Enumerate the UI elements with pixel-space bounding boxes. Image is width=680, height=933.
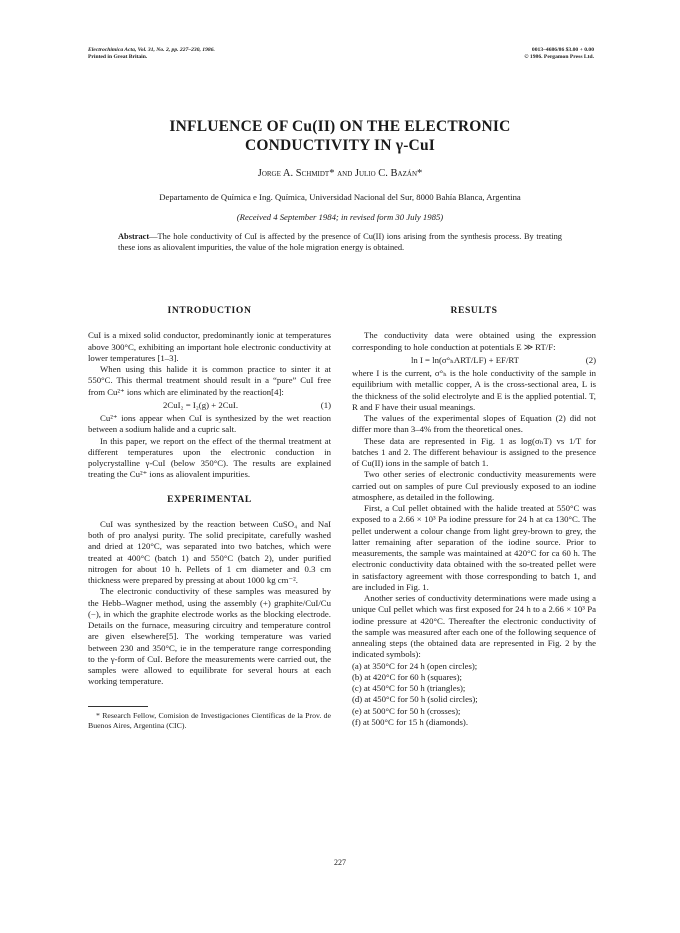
title-line-1: INFLUENCE OF Cu(II) ON THE ELECTRONIC xyxy=(169,118,511,135)
abstract-text: —The hole conductivity of CuI is affected by the presence of Cu(II) ions arising from the synthesis process. By treating these ions as aliovalent impurities, the value of the hole migration energy is obtained. xyxy=(118,232,562,252)
page-number: 227 xyxy=(334,858,346,867)
intro-paragraph-1: CuI is a mixed solid conductor, predominantly ionic at temperatures above 300°C, exhibiting an important hole electronic conductivity at lower temperatures [1–3]. xyxy=(88,330,331,363)
price-code: 0013–4686/86 $3.00 + 0.00 xyxy=(531,47,594,53)
intro-paragraph-2: When using this halide it is common practice to sinter it at 550°C. This thermal treatment should result in a “pure” CuI free from Cu²⁺ ions which are eliminated by the reaction[4]: xyxy=(88,364,331,397)
results-paragraph-5: Two other series of electronic conductivity measurements were carried out on samples of pure CuI previously exposed to an iodine atmosphere, as detailed in the following. xyxy=(352,469,596,502)
results-heading: RESULTS xyxy=(450,305,498,316)
equation-2-number: (2) xyxy=(585,354,596,365)
list-item: (c) at 450°C for 50 h (triangles); xyxy=(352,683,466,693)
affiliation: Departamento de Química e Ing. Química, Universidad Nacional del Sur, 8000 Bahía Blanca, Argentina xyxy=(159,192,521,202)
results-paragraph-3: The values of the experimental slopes of Equation (2) did not differ more than 3–4% from the theoretical ones. xyxy=(352,413,596,435)
experimental-paragraph-1: CuI was synthesized by the reaction between CuSO₄ and NaI both of pro analysi purity. The solid precipitate, carefully washed and dried at 120°C, was separated into two batches, which were treated at 400°C (batch 1) and 550°C (batch 2), under purified nitrogen for about 10 h. Pellets of 1 cm diameter and 0.3 cm thickness were prepared by pressing at about 1000 kg cm⁻². xyxy=(88,518,331,585)
footnote-rule xyxy=(88,706,148,707)
list-item: (d) at 450°C for 50 h (solid circles); xyxy=(352,694,478,705)
introduction-heading: INTRODUCTION xyxy=(167,305,252,316)
copyright-header xyxy=(524,47,594,61)
intro-paragraph-4: In this paper, we report on the effect of the thermal treatment at different temperatures upon the electronic conduction in polycrystalline γ-CuI (below 350°C). The results are explained treating the Cu²⁺ ions as aliovalent impurities. xyxy=(88,435,331,480)
authors: Jorge A. Schmidt* and Julio C. Bazán* xyxy=(257,168,423,179)
results-paragraph-7: Another series of conductivity determinations were made using a unique CuI pellet which was first exposed for 24 h to a 2.66 × 10³ Pa iodine pressure at 420°C. Thereafter the electronic conductivity of the sample was measured after each one of the following sequence of annealing steps (the obtained data are represented in Fig. 2 by the indicated symbols): xyxy=(352,593,596,660)
abstract-label: Abstract xyxy=(118,232,150,241)
list-item: (b) at 420°C for 60 h (squares); xyxy=(352,671,462,682)
footnote: * Research Fellow, Comision de Investigaciones Científicas de la Prov. de Buenos Aires, Argentina (CIC). xyxy=(88,710,331,730)
intro-paragraph-3: Cu²⁺ ions appear when CuI is synthesized by the wet reaction between a sodium halide and a cupric salt. xyxy=(88,413,331,435)
experimental-paragraph-2: The electronic conductivity of these samples was measured by the Hebb–Wagner method, using the assembly (+) graphite/CuI/Cu (−), in which the graphite electrode works as the blocking electrode. Details on the furnace, measuring circuitry and temperature control are given elsewhere[5]. The working temperature was varied between 230 and 350°C, ie in the temperature range corresponding to the γ-form of CuI. Before the measurements were carried out, the samples were allowed to equilibrate for several hours at each working temperature. xyxy=(88,586,331,687)
annealing-steps-list xyxy=(352,661,596,729)
equation-2-expression: ln I = ln(σ°ₕART/LF) + EF/RT xyxy=(410,354,520,365)
results-paragraph-6: First, a CuI pellet obtained with the halide treated at 550°C was exposed to a 2.66 × 10³ Pa iodine pressure for 24 h at ca 130°C. The pellet underwent a colour change from light grey-brown to grey, the latter remaining after separation of the iodine source. Prior to measurements, the sample was maintained at 420°C for ca 60 h. The electronic conductivity data obtained with the so-treated pellet were in satisfactory agreement with those corresponding to batch 1, and are included in Fig. 1. xyxy=(352,503,596,592)
equation-1-expression: 2CuI₂ = I₂(g) + 2CuI. xyxy=(162,399,239,410)
title-line-2: CONDUCTIVITY IN γ-CuI xyxy=(244,137,435,154)
left-column xyxy=(88,305,331,731)
equation-1 xyxy=(88,398,331,413)
abstract xyxy=(118,231,562,253)
journal-citation: Electrochimica Acta, Vol. 31, No. 2, pp. 227–230, 1986. xyxy=(88,47,215,53)
paper-title xyxy=(0,117,680,155)
results-paragraph-1: The conductivity data were obtained using the expression corresponding to hole conduction at potentials E ≫ RT/F: xyxy=(352,330,596,352)
list-item: (a) at 350°C for 24 h (open circles); xyxy=(352,660,478,671)
copyright-notice: © 1986. Pergamon Press Ltd. xyxy=(524,54,594,60)
received-dates: (Received 4 September 1984; in revised form 30 July 1985) xyxy=(236,212,444,222)
results-paragraph-2: where I is the current, σ°ₕ is the hole conductivity of the sample in equilibrium with metallic copper, A is the cross-sectional area, L is the thickness of the solid electrolyte and E is the applied potential. T, R and F have their usual meanings. xyxy=(352,368,596,412)
experimental-heading: EXPERIMENTAL xyxy=(167,493,252,505)
right-column xyxy=(352,305,596,728)
list-item: (e) at 500°C for 50 h (crosses); xyxy=(352,705,461,716)
printed-location: Printed in Great Britain. xyxy=(88,54,148,60)
journal-header xyxy=(88,47,215,61)
list-item: (f) at 500°C for 15 h (diamonds). xyxy=(352,716,469,727)
equation-2 xyxy=(352,353,596,368)
results-paragraph-4: These data are represented in Fig. 1 as log(σₕT) vs 1/T for batches 1 and 2. The different behaviour is assigned to the presence of Cu(II) ions in the sample of batch 1. xyxy=(352,435,596,468)
equation-1-number: (1) xyxy=(320,399,331,410)
